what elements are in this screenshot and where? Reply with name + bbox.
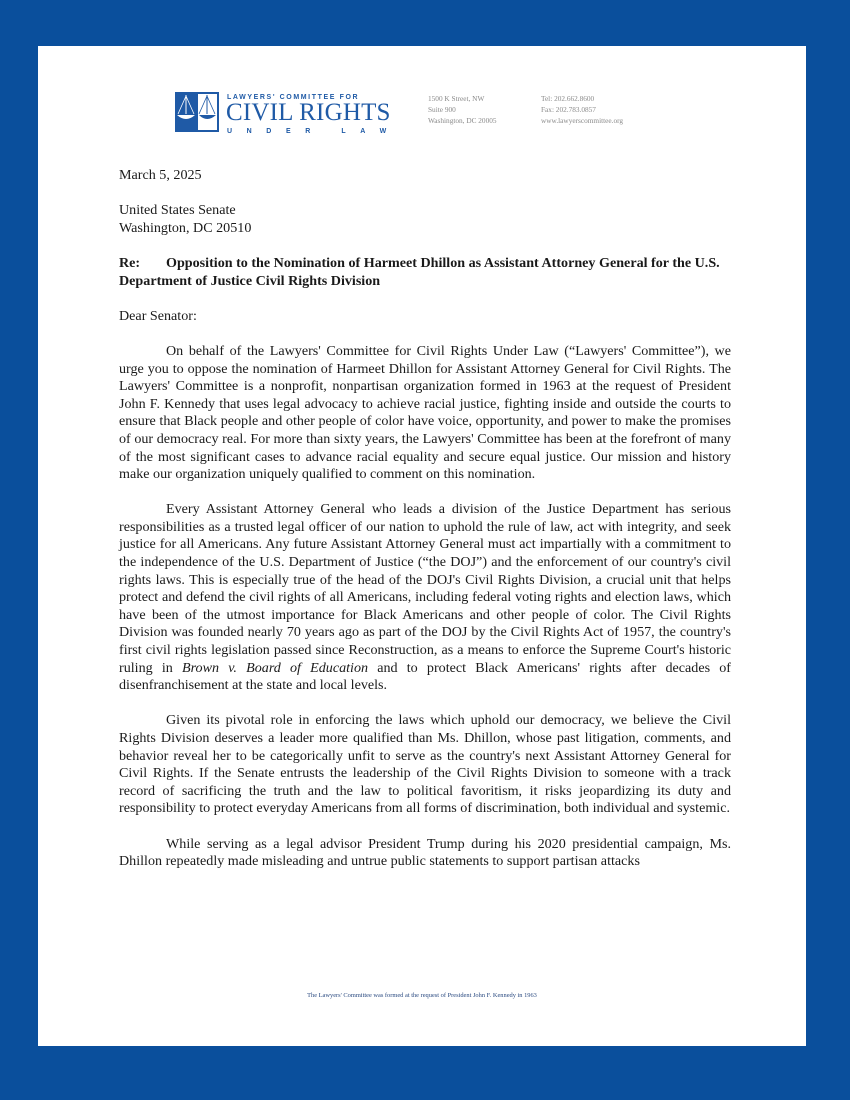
address-line: 1500 K Street, NW: [428, 94, 485, 103]
letterhead-address: [428, 93, 497, 126]
body-paragraph: [119, 501, 731, 695]
paragraph-text: Every Assistant Attorney General who leads a division of the Justice Department has serious responsibilities as a trusted legal officer of our nation to uphold the rule of law, act with integrity, and seek justice for all Americans. Any future Assistant Attorney General must act impartially with a commitment to the independence of the U.S. Department of Justice (“the DOJ”) and the enforcement of our country's civil rights laws. This is especially true of the head of the DOJ's Civil Rights Division, a crucial unit that helps protect and defend the civil rights of all Americans, including federal voting rights and election laws, which have been of the utmost importance for Black Americans and other people of color. The Civil Rights Division was founded nearly 70 years ago as part of the DOJ by the Civil Rights Act of 1957, the country's first civil rights legislation passed since Reconstruction, as a means to enforce the Supreme Court's historic ruling in: [119, 501, 731, 676]
recipient-line: Washington, DC 20510: [119, 219, 252, 236]
body-paragraph: Given its pivotal role in enforcing the laws which uphold our democracy, we believe the Civil Rights Division deserves a leader more qualified than Ms. Dhillon, whose past litigation, comments, and behavior reveal her to be categorically unfit to serve as the country's next Assistant Attorney General for Civil Rights. If the Senate entrusts the leadership of the Civil Rights Division to someone with a track record of sacrificing the truth and the law to political favoritism, it risks jeopardizing its duty and responsibility to protect everyday Americans from all forms of discrimination, both individual and systemic.: [119, 712, 731, 817]
subject-label: Re:: [119, 254, 141, 271]
letter-body: [119, 167, 731, 888]
logo-line-bottom: UNDER LAW: [227, 128, 401, 135]
body-paragraph: While serving as a legal advisor President Trump during his 2020 presidential campaign, Ms. Dhillon repeatedly made misleading and untrue public statements to support partisan attacks: [119, 835, 731, 870]
recipient-address: [119, 202, 731, 237]
case-citation: Brown v. Board of Education: [181, 659, 369, 676]
logo-line-main: CIVIL RIGHTS: [226, 99, 391, 126]
website-link[interactable]: www.lawyerscommittee.org: [541, 116, 624, 125]
fax-line: Fax: 202.783.0857: [541, 105, 596, 114]
scales-of-justice-icon: [175, 92, 219, 132]
phone-line: Tel: 202.662.8600: [541, 94, 595, 103]
address-line: Washington, DC 20005: [428, 116, 497, 125]
logo-line-top: LAWYERS' COMMITTEE FOR: [227, 94, 360, 101]
recipient-line: United States Senate: [119, 202, 236, 219]
page-footer: The Lawyers' Committee was formed at the request of President John F. Kennedy in 1963: [307, 992, 537, 999]
letter-page: [38, 46, 806, 1046]
subject-line: [119, 255, 731, 290]
salutation: Dear Senator:: [119, 307, 197, 324]
subject-text: Opposition to the Nomination of Harmeet Dhillon as Assistant Attorney General for the U.S. Department of Justice Civil Rights Division: [119, 254, 720, 289]
address-line: Suite 900: [428, 105, 456, 114]
paragraph-text: and to protect Black Americans' rights after decades of disenfranchisement at the state and local levels.: [119, 659, 732, 694]
letterhead-contact: [541, 93, 623, 126]
letterhead: [175, 90, 675, 138]
body-paragraph: On behalf of the Lawyers' Committee for Civil Rights Under Law (“Lawyers' Committee”), we urge you to oppose the nomination of Harmeet Dhillon for Assistant Attorney General for Civil Rights. The Lawyers' Committee is a nonprofit, nonpartisan organization formed in 1963 at the request of President John F. Kennedy that uses legal advocacy to achieve racial justice, fighting inside and outside the courts to ensure that Black people and other people of color have voice, opportunity, and power to make the promises of our democracy real. For more than sixty years, the Lawyers' Committee has been at the forefront of many of the most significant cases to advance racial equality and secure equal justice. Our mission and history make our organization uniquely qualified to comment on this nomination.: [119, 342, 731, 483]
letter-date: March 5, 2025: [119, 167, 202, 183]
